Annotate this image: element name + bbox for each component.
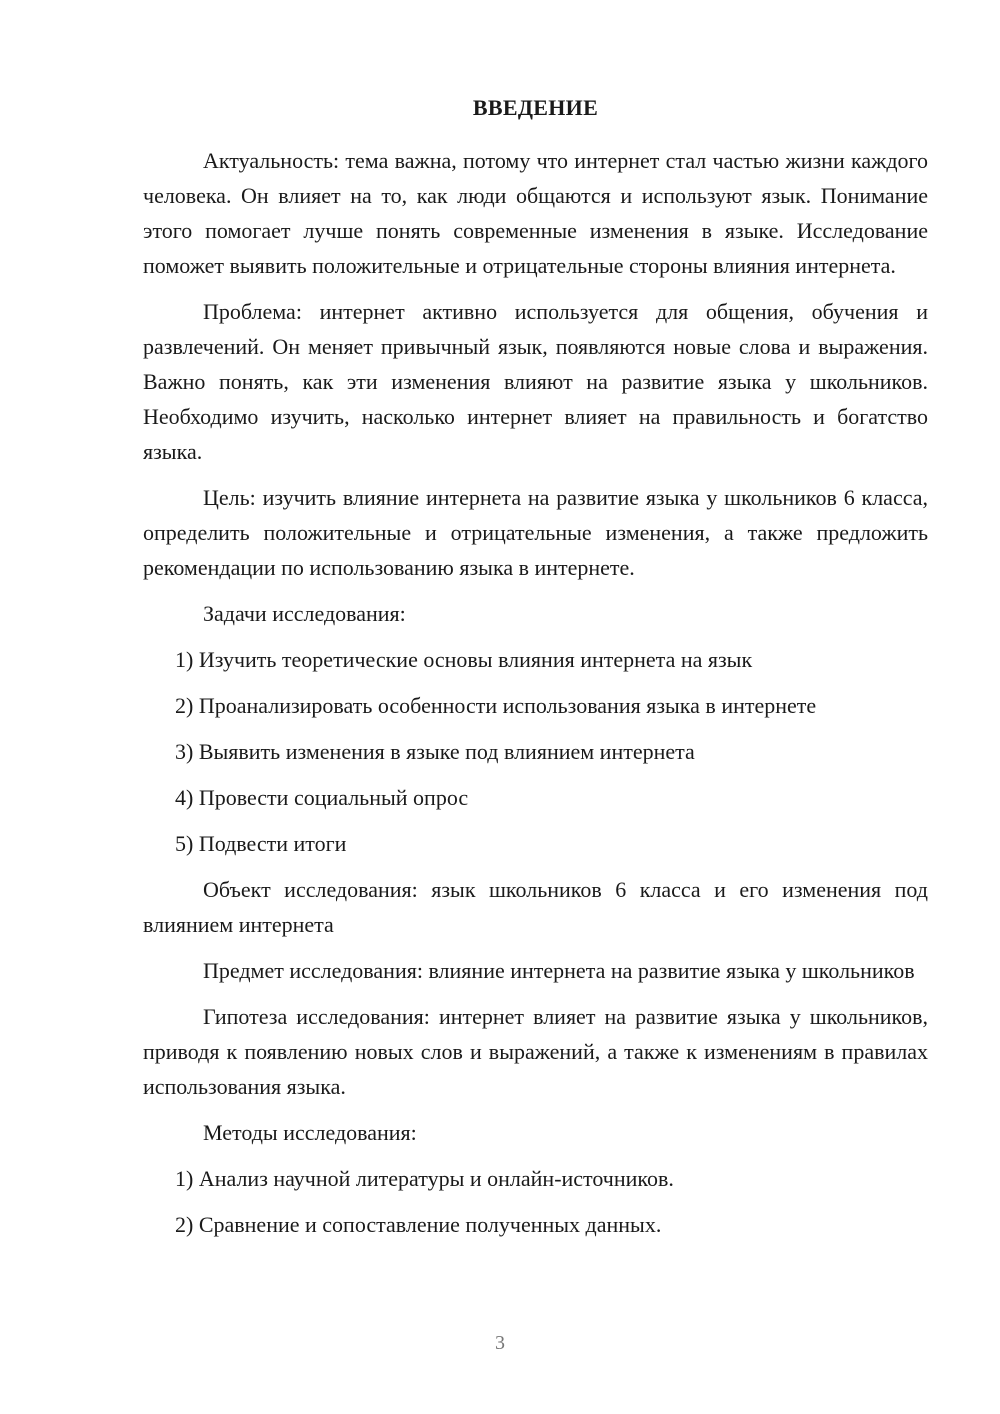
method-item: 2) Сравнение и сопоставление полученных данных. (175, 1212, 662, 1237)
task-item: 1) Изучить теоретические основы влияния интернета на язык (175, 647, 753, 672)
problem-paragraph: Проблема: интернет активно используется для общения, обучения и развлечений. Он меняет привычный язык, появляются новые слова и выражения. Важно понять, как эти изменения влияют на развитие языка у школьников. Необходимо изучить, насколько интернет влияет на правильность и богатство языка. (143, 299, 928, 464)
task-item: 4) Провести социальный опрос (175, 785, 469, 810)
methods-label: Методы исследования: (203, 1120, 417, 1145)
tasks-list (143, 642, 928, 861)
subject-paragraph: Предмет исследования: влияние интернета на развитие языка у школьников (203, 958, 915, 983)
method-item: 1) Анализ научной литературы и онлайн-источников. (175, 1166, 674, 1191)
page-number: 3 (495, 1332, 505, 1354)
relevance-paragraph: Актуальность: тема важна, потому что интернет стал частью жизни каждого человека. Он влияет на то, как люди общаются и используют язык. Понимание этого помогает лучше понять современные изменения в языке. Исследование поможет выявить положительные и отрицательные стороны влияния интернета. (143, 148, 928, 278)
hypothesis-paragraph: Гипотеза исследования: интернет влияет на развитие языка у школьников, приводя к появлению новых слов и выражений, а также к изменениям в правилах использования языка. (143, 1004, 928, 1099)
tasks-label: Задачи исследования: (203, 601, 406, 626)
goal-paragraph: Цель: изучить влияние интернета на развитие языка у школьников 6 класса, определить положительные и отрицательные изменения, а также предложить рекомендации по использованию языка в интернете. (143, 485, 928, 580)
section-heading: ВВЕДЕНИЕ (472, 95, 599, 120)
object-paragraph: Объект исследования: язык школьников 6 класса и его изменения под влиянием интернета (143, 877, 928, 937)
task-item: 5) Подвести итоги (175, 831, 347, 856)
methods-list (143, 1161, 928, 1242)
task-item: 2) Проанализировать особенности использования языка в интернете (175, 693, 817, 718)
page-content (143, 92, 928, 1253)
task-item: 3) Выявить изменения в языке под влиянием интернета (175, 739, 695, 764)
